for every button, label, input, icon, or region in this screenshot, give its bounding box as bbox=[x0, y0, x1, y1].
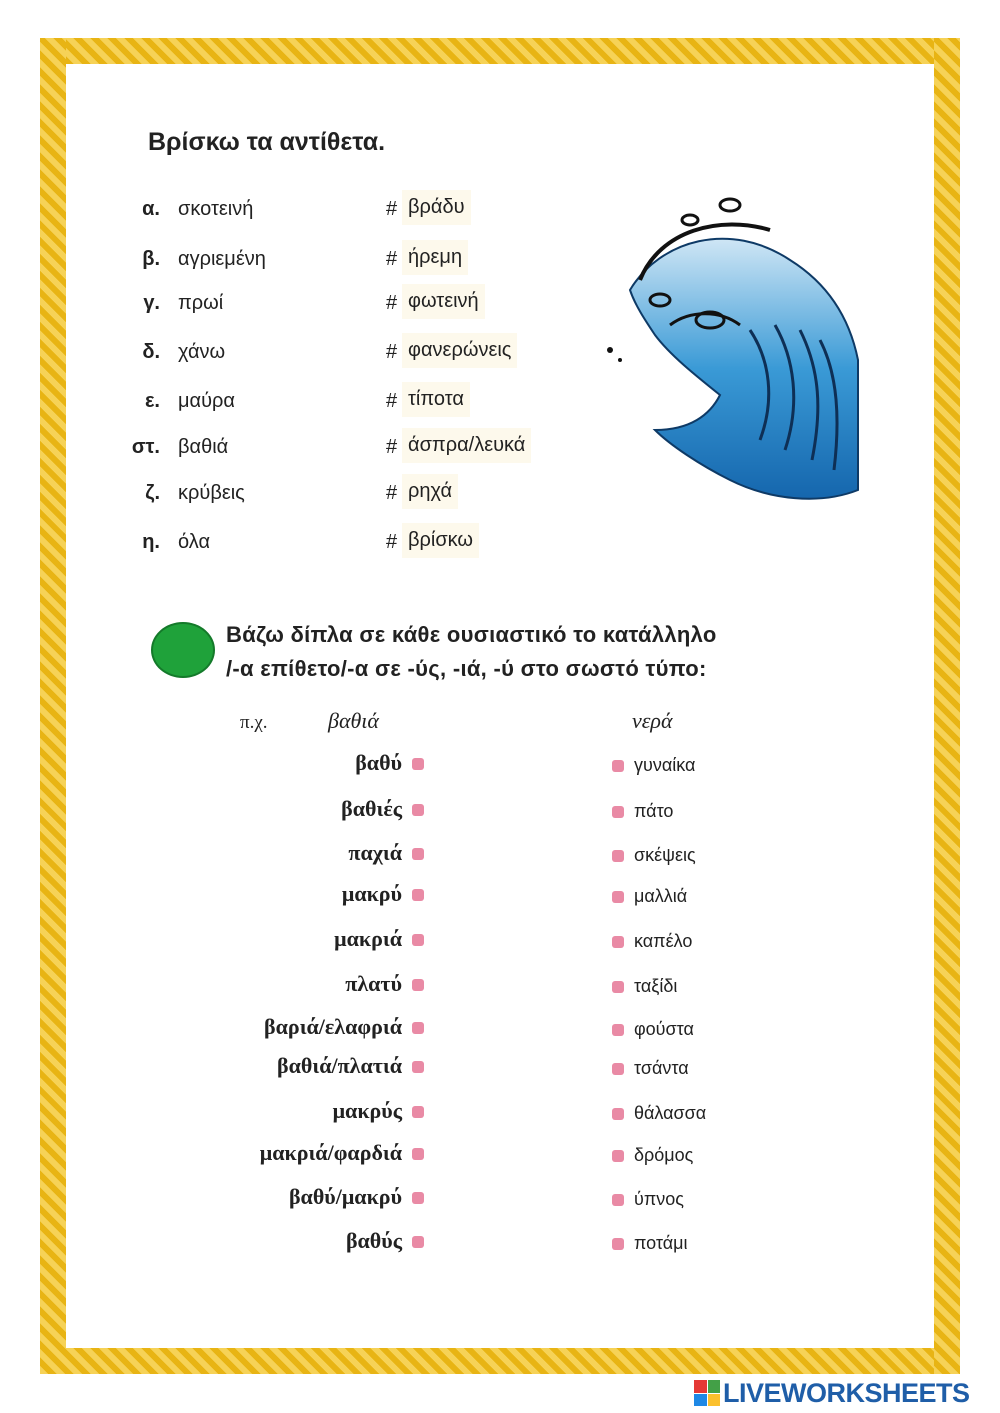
answer-field[interactable]: ήρεμη bbox=[402, 240, 468, 275]
instruction-line-1: Βάζω δίπλα σε κάθε ουσιαστικό το κατάλληλο bbox=[226, 622, 717, 647]
noun-item: θάλασσα bbox=[634, 1103, 707, 1123]
item-word: κρύβεις bbox=[178, 482, 245, 504]
noun-item: σκέψεις bbox=[634, 845, 696, 865]
noun-item: φούστα bbox=[634, 1019, 694, 1039]
item-word: χάνω bbox=[178, 341, 226, 363]
adjective-connector-dot[interactable] bbox=[412, 804, 424, 816]
noun-item: δρόμος bbox=[634, 1145, 694, 1165]
opposite-symbol: # bbox=[386, 198, 398, 220]
item-word: αγριεμένη bbox=[178, 248, 266, 270]
liveworksheets-logo bbox=[694, 1378, 970, 1408]
adjective-item: μακρύς bbox=[332, 1098, 402, 1123]
noun-connector-dot[interactable] bbox=[612, 806, 624, 818]
item-word: βαθιά bbox=[178, 436, 229, 458]
answer-field[interactable]: τίποτα bbox=[402, 382, 470, 417]
noun-connector-dot[interactable] bbox=[612, 760, 624, 772]
adjective-connector-dot[interactable] bbox=[412, 979, 424, 991]
adjective-item: μακριά/φαρδιά bbox=[259, 1140, 402, 1165]
adjective-connector-dot[interactable] bbox=[412, 1022, 424, 1034]
decorative-border-bottom bbox=[40, 1348, 960, 1374]
instruction-line-2: /-α επίθετο/-α σε -ύς, -ιά, -ύ στο σωστό τύπο: bbox=[226, 656, 707, 681]
antonym-row bbox=[0, 248, 600, 288]
green-circle-marker bbox=[151, 622, 215, 678]
noun-item: καπέλο bbox=[634, 931, 693, 951]
adjective-item: μακρύ bbox=[341, 881, 402, 906]
adjective-item: βαριά/ελαφριά bbox=[264, 1014, 402, 1039]
answer-field[interactable]: φωτεινή bbox=[402, 284, 485, 319]
noun-connector-dot[interactable] bbox=[612, 1024, 624, 1036]
item-letter: ε. bbox=[144, 390, 160, 412]
item-word: σκοτεινή bbox=[178, 198, 254, 220]
item-letter: β. bbox=[142, 248, 160, 270]
adjective-connector-dot[interactable] bbox=[412, 1192, 424, 1204]
adjective-connector-dot[interactable] bbox=[412, 1061, 424, 1073]
adjective-connector-dot[interactable] bbox=[412, 1106, 424, 1118]
adjective-item: βαθύ/μακρύ bbox=[288, 1184, 402, 1209]
liveworksheets-wordmark: LIVEWORKSHEETS bbox=[723, 1377, 970, 1408]
noun-connector-dot[interactable] bbox=[612, 1194, 624, 1206]
item-word: πρωί bbox=[178, 292, 224, 314]
adjective-connector-dot[interactable] bbox=[412, 1148, 424, 1160]
opposite-symbol: # bbox=[386, 292, 398, 314]
decorative-border-left bbox=[40, 38, 66, 1374]
adjective-connector-dot[interactable] bbox=[412, 934, 424, 946]
antonym-row bbox=[0, 341, 600, 381]
opposite-symbol: # bbox=[386, 341, 398, 363]
adjective-connector-dot[interactable] bbox=[412, 1236, 424, 1248]
antonym-row bbox=[0, 292, 600, 332]
opposite-symbol: # bbox=[386, 436, 398, 458]
noun-connector-dot[interactable] bbox=[612, 850, 624, 862]
noun-connector-dot[interactable] bbox=[612, 1108, 624, 1120]
item-letter: η. bbox=[142, 531, 160, 553]
adjective-item: βαθιά/πλατιά bbox=[277, 1053, 402, 1078]
opposite-symbol: # bbox=[386, 248, 398, 270]
answer-field[interactable]: άσπρα/λευκά bbox=[402, 428, 531, 463]
adjective-connector-dot[interactable] bbox=[412, 848, 424, 860]
noun-item: γυναίκα bbox=[634, 755, 696, 775]
antonym-row bbox=[0, 390, 600, 430]
item-word: όλα bbox=[178, 531, 211, 553]
adjective-connector-dot[interactable] bbox=[412, 889, 424, 901]
answer-field[interactable]: ρηχά bbox=[402, 474, 458, 509]
liveworksheets-icon bbox=[694, 1380, 720, 1406]
answer-field[interactable]: βράδυ bbox=[402, 190, 471, 225]
noun-connector-dot[interactable] bbox=[612, 981, 624, 993]
antonym-row bbox=[0, 436, 600, 476]
noun-connector-dot[interactable] bbox=[612, 1150, 624, 1162]
item-letter: γ. bbox=[143, 292, 160, 314]
opposite-symbol: # bbox=[386, 390, 398, 412]
adjective-item: βαθιές bbox=[341, 796, 402, 821]
adjective-item: παχιά bbox=[348, 840, 402, 865]
item-letter: α. bbox=[142, 198, 160, 220]
item-letter: στ. bbox=[131, 436, 160, 458]
antonym-row bbox=[0, 198, 600, 238]
antonym-row bbox=[0, 531, 600, 571]
decorative-border-right bbox=[934, 38, 960, 1374]
opposite-symbol: # bbox=[386, 531, 398, 553]
adjective-item: πλατύ bbox=[345, 971, 402, 996]
antonym-row bbox=[0, 482, 600, 522]
item-letter: ζ. bbox=[145, 482, 160, 504]
example-label: π.χ. bbox=[240, 712, 268, 733]
noun-connector-dot[interactable] bbox=[612, 936, 624, 948]
item-word: μαύρα bbox=[178, 390, 235, 412]
noun-item: ύπνος bbox=[634, 1189, 684, 1209]
example-adjective: βαθιά bbox=[328, 708, 379, 733]
noun-item: τσάντα bbox=[634, 1058, 689, 1078]
noun-connector-dot[interactable] bbox=[612, 891, 624, 903]
item-letter: δ. bbox=[142, 341, 160, 363]
noun-item: μαλλιά bbox=[634, 886, 688, 906]
opposite-symbol: # bbox=[386, 482, 398, 504]
wave-illustration bbox=[600, 160, 860, 560]
decorative-border-top bbox=[40, 38, 960, 64]
adjective-item: βαθύς bbox=[345, 1228, 402, 1253]
adjective-item: μακριά bbox=[334, 926, 402, 951]
adjective-connector-dot[interactable] bbox=[412, 758, 424, 770]
noun-connector-dot[interactable] bbox=[612, 1063, 624, 1075]
exercise-title: Βρίσκω τα αντίθετα. bbox=[148, 128, 386, 156]
noun-item: ταξίδι bbox=[634, 976, 678, 996]
noun-item: πάτο bbox=[634, 801, 674, 821]
adjective-item: βαθύ bbox=[355, 750, 402, 775]
noun-item: ποτάμι bbox=[634, 1233, 688, 1253]
noun-connector-dot[interactable] bbox=[612, 1238, 624, 1250]
answer-field[interactable]: φανερώνεις bbox=[402, 333, 517, 368]
example-noun: νερά bbox=[632, 708, 673, 733]
answer-field[interactable]: βρίσκω bbox=[402, 523, 479, 558]
